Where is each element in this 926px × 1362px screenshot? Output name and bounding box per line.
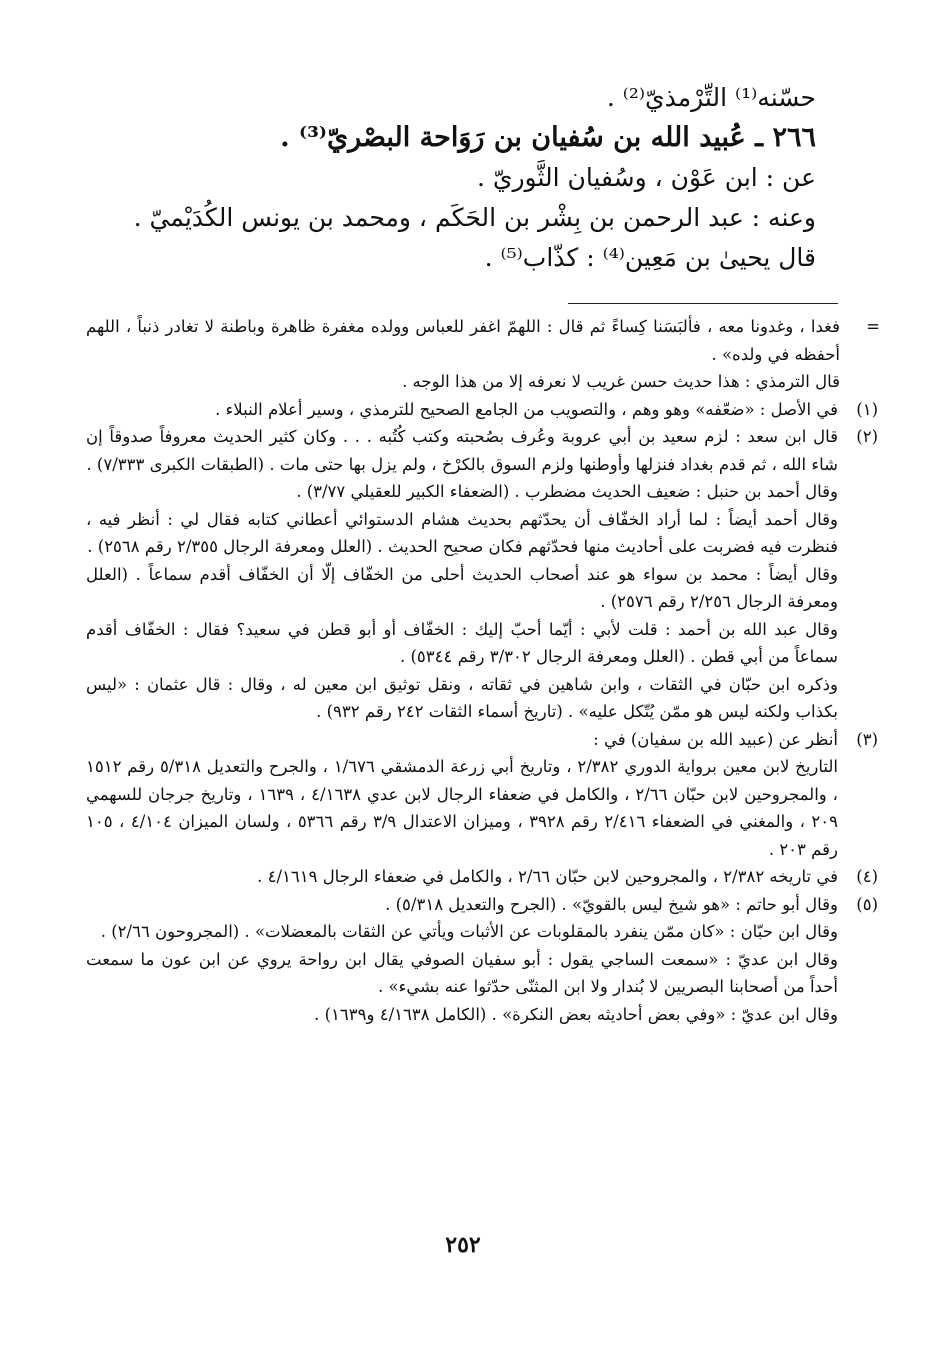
footnote-number: (٥)	[856, 894, 878, 914]
footnote-body	[86, 891, 838, 1029]
footnote-body	[86, 396, 838, 424]
main-line: حسّنه⁽¹⁾ التِّرْمذيّ⁽²⁾ .	[606, 83, 816, 112]
footnote-number: =	[866, 317, 880, 336]
footnote-paragraph: وقال أحمد أيضاً : لما أراد الخفّاف أن يحدّثهم بحديث هشام الدستوائي أعطاني كتابه فقال لي : أنظر فيه ، فنظرت فيه فضربت على أحاديث منها فحدّثهم فكان صحيح الحديث . (العلل ومعرفة الرجال ٢/٣٥٥ رقم ٢٥٦٨) .	[86, 509, 838, 556]
page-number: ٢٥٢	[445, 1232, 481, 1258]
footnote-paragraph: في تاريخه ٢/٣٨٢ ، والمجروحين لابن حبّان ٢/٦٦ ، والكامل في ضعفاء الرجال ٤/١٦١٩ .	[257, 867, 838, 886]
footnote-continuation	[86, 313, 880, 396]
main-text	[116, 78, 816, 278]
footnote-body	[86, 726, 838, 864]
footnote-body	[86, 863, 838, 891]
footnote	[86, 863, 878, 891]
footnote-number: (٤)	[856, 867, 878, 886]
footnote-number: (١)	[856, 399, 878, 419]
footnote-paragraph: في الأصل : «ضعّفه» وهو وهم ، والتصويب من الجامع الصحيح للترمذي ، وسير أعلام النبلاء .	[215, 399, 838, 419]
main-line: عن : ابن عَوْن ، وسُفيان الثَّوريّ .	[477, 163, 816, 192]
footnote-paragraph: وقال ابن حبّان : «كان ممّن ينفرد بالمقلوبات عن الأثبات ويأتي عن الثقات بالمعضلات» . (المجروحون ٢/٦٦) .	[100, 922, 838, 941]
footnote	[86, 396, 878, 424]
footnote-paragraph: وقال ابن عديّ : «سمعت الساجي يقول : أبو سفيان الصوفي يقال ابن رواحة يروي عن ابن عون ما سمعت أحداً من أصحابنا البصريين لا بُندار ولا ابن المثنّى حدّثوا عنه بشيء» .	[86, 949, 838, 996]
footnote-body	[86, 423, 838, 726]
footnote	[86, 726, 878, 864]
entry-heading: ٢٦٦ ـ عُبيد الله بن سُفيان بن رَوَاحة البصْريّ⁽³⁾ .	[280, 122, 816, 153]
footnote-paragraph: وقال عبد الله بن أحمد : قلت لأبي : أيّما أحبّ إليك : الخفّاف أو أبو قطن في سعيد؟ فقال : الخفّاف أقدم سماعاً من أبي قطن . (العلل ومعرفة الرجال ٣/٣٠٢ رقم ٥٣٤٤) .	[86, 619, 838, 666]
footnote-paragraph: التاريخ لابن معين برواية الدوري ٢/٣٨٢ ، وتاريخ أبي زرعة الدمشقي ١/٦٧٦ ، والجرح والتعديل ٥/٣١٨ رقم ١٥١٢ ، والمجروحين لابن حبّان ٢/٦٦ ، والكامل في ضعفاء الرجال لابن عدي ٤/١٦٣٨ ، ١٦٣٩ ، وتاريخ جرجان للسهمي ٢٠٩ ، والمغني في الضعفاء ٢/٤١٦ رقم ٣٩٢٨ ، وميزان الاعتدال ٣/٩ رقم ٥٣٦٦ ، ولسان الميزان ٤/١٠٤ ، ١٠٥ رقم ٢٠٣ .	[86, 757, 839, 859]
main-line: قال يحيىٰ بن مَعِين⁽⁴⁾ : كذّاب⁽⁵⁾ .	[484, 243, 816, 272]
footnote	[86, 423, 878, 726]
footnotes	[86, 313, 880, 1028]
footnote-body	[86, 313, 840, 396]
footnote-paragraph: وذكره ابن حبّان في الثقات ، وابن شاهين في ثقاته ، ونقل توثيق ابن معين له ، وقال : قال عثمان : «ليس بكذاب ولكنه ليس هو ممّن يُتّكل عليه» . (تاريخ أسماء الثقات ٢٤٢ رقم ٩٣٢) .	[86, 674, 838, 721]
footnote-paragraph: وقال ابن عديّ : «وفي بعض أحاديثه بعض النكرة» . (الكامل ٤/١٦٣٨ و١٦٣٩) .	[314, 1004, 838, 1024]
footnote-paragraph: فغدا ، وغدونا معه ، فألبَسَنا كِساءً ثم قال : اللهمّ اغفر للعباس وولده مغفرة ظاهرة وباطنة لا تغادر ذنباً ، اللهم أحفظه في ولده» .	[86, 317, 840, 364]
footnote-paragraph: وقال أيضاً : محمد بن سواء هو عند أصحاب الحديث أحلى من الخفّاف إلّا أن الخفّاف أقدم سماعاً . (العلل ومعرفة الرجال ٢/٢٥٦ رقم ٢٥٧٦) .	[86, 564, 838, 611]
footnote-number: (٢)	[856, 427, 878, 446]
footnote-paragraph: أنظر عن (عبيد الله بن سفيان) في :	[593, 729, 838, 749]
footnote-number: (٣)	[856, 729, 878, 749]
footnote-paragraph: وقال أبو حاتم : «هو شيخ ليس بالقويّ» . (الجرح والتعديل ٥/٣١٨) .	[385, 894, 838, 914]
main-line: وعنه : عبد الرحمن بن بِشْر بن الحَكَم ، ومحمد بن يونس الكُدَيْميّ .	[133, 203, 816, 232]
footnote-paragraph: قال الترمذي : هذا حديث حسن غريب لا نعرفه إلا من هذا الوجه .	[402, 372, 840, 391]
footnote-paragraph: وقال أحمد بن حنبل : ضعيف الحديث مضطرب . (الضعفاء الكبير للعقيلي ٣/٧٧) .	[296, 482, 838, 501]
footnote-separator	[568, 303, 838, 304]
footnote	[86, 891, 878, 1029]
footnote-paragraph: قال ابن سعد : لزم سعيد بن أبي عروبة وعُرف بصُحبته وكتب كُتُبه . . . وكان كثير الحديث معروفاً صدوقاً إن شاء الله ، ثم قدم بغداد فنزلها وأوطنها ولزم السوق بالكرْخ ، ولم يزل بها حتى مات . (الطبقات الكبرى ٧/٣٣٣) .	[86, 427, 838, 474]
